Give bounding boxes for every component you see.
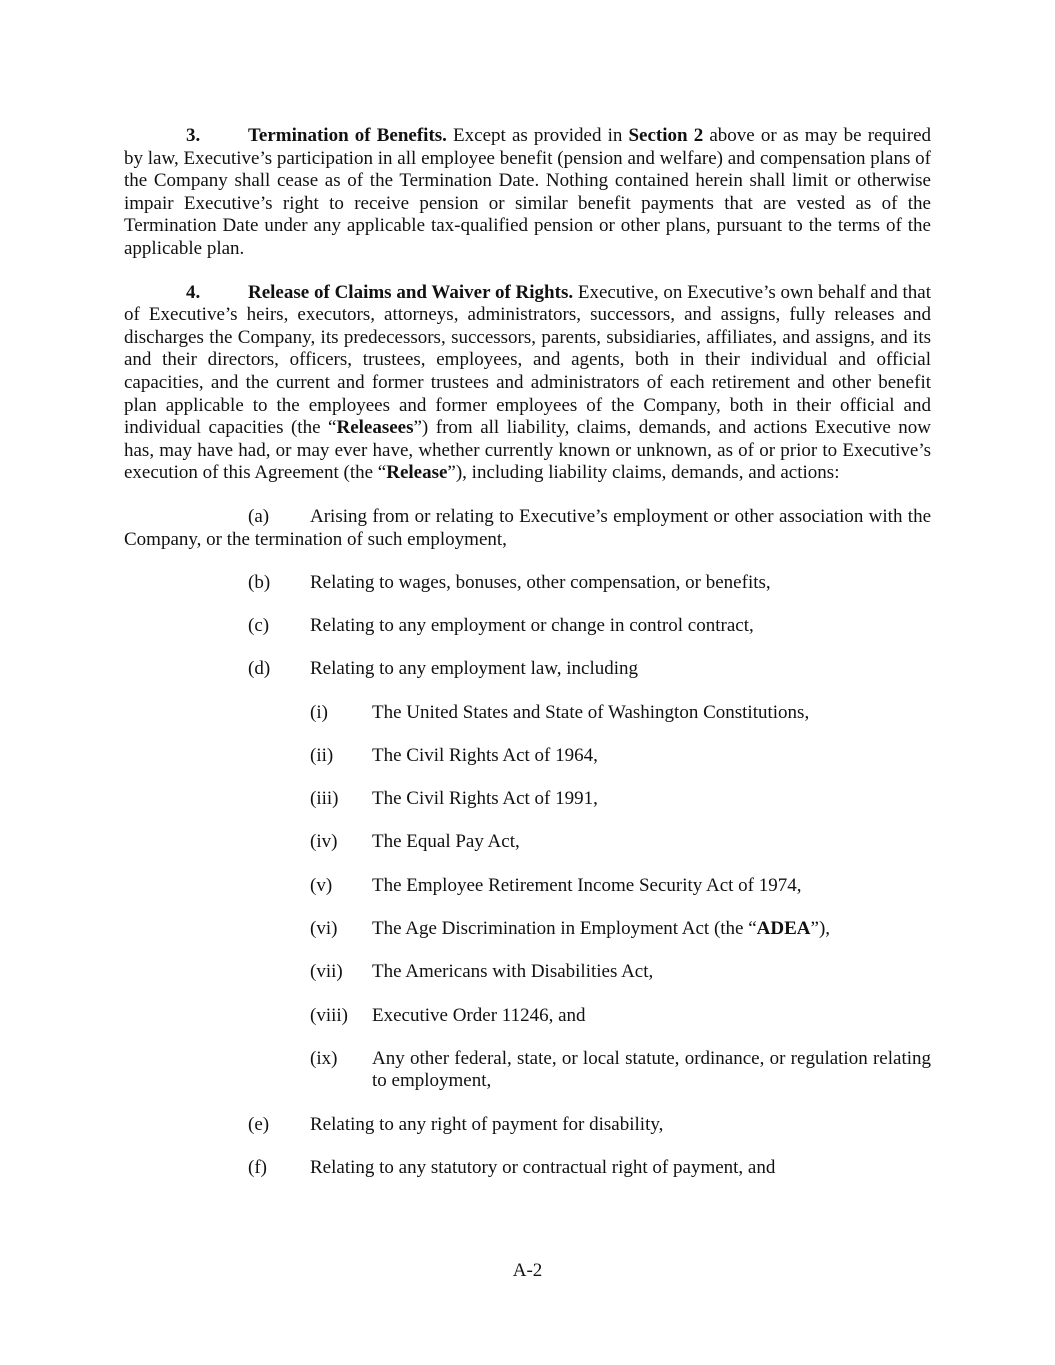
page-number: A-2: [512, 1260, 543, 1281]
clause-d: [124, 658, 931, 681]
subclause-viii-text: Executive Order 11246, and: [372, 1004, 586, 1026]
subclause-vii-label: (vii): [310, 961, 343, 983]
subclause-ii: [124, 745, 931, 768]
clause-c-label: (c): [248, 615, 270, 637]
subclause-viii: [124, 1005, 931, 1028]
section-3-text-pre: Except as provided in: [446, 125, 629, 146]
clause-d-label: (d): [248, 658, 271, 680]
section-3-number: 3.: [186, 125, 201, 146]
section-4-number: 4.: [186, 281, 201, 303]
adea-term: ADEA: [756, 918, 811, 940]
section-3-title: Termination of Benefits.: [248, 125, 447, 146]
section-4-text-3: ”), including liability claims, demands, and actions:: [447, 462, 840, 484]
subclause-vii: [124, 961, 931, 984]
subclause-vi: [124, 918, 931, 941]
clause-b: [124, 572, 931, 595]
clause-f: [124, 1157, 931, 1180]
release-term: Release: [386, 462, 448, 484]
subclause-v-label: (v): [310, 874, 333, 896]
subclause-ii-label: (ii): [310, 744, 334, 766]
subclause-i-label: (i): [310, 701, 328, 723]
subclause-ii-text: The Civil Rights Act of 1964,: [372, 744, 598, 766]
clause-e-label: (e): [248, 1113, 270, 1135]
section-2-reference: Section 2: [628, 125, 704, 146]
subclause-i: [124, 702, 931, 725]
subclause-vi-label: (vi): [310, 918, 338, 940]
document-body: [124, 125, 931, 1180]
subclause-ix-label: (ix): [310, 1047, 338, 1069]
section-4-title: Release of Claims and Waiver of Rights.: [248, 281, 574, 303]
subclause-viii-label: (viii): [310, 1004, 348, 1026]
clause-a-text: Arising from or relating to Executive’s employment or other association with the Company, or the termination of such employment,: [124, 505, 931, 550]
clause-b-text: Relating to wages, bonuses, other compensation, or benefits,: [310, 571, 771, 593]
clause-d-text: Relating to any employment law, including: [310, 658, 639, 680]
clause-c: [124, 615, 931, 638]
clause-f-text: Relating to any statutory or contractual right of payment, and: [310, 1157, 776, 1179]
subclause-ix-text: Any other federal, state, or local statute, ordinance, or regulation relating to employment,: [372, 1047, 931, 1092]
subclause-vi-text-post: ”),: [810, 918, 831, 940]
clause-e: [124, 1114, 931, 1137]
clause-e-text: Relating to any right of payment for disability,: [310, 1113, 664, 1135]
section-4-paragraph: [124, 282, 931, 485]
clause-a: [124, 506, 931, 551]
subclause-iii-label: (iii): [310, 788, 339, 810]
subclause-iv: [124, 831, 931, 854]
section-4-text-2: ”) from all liability, claims, demands, and actions Executive now has, may have had, or may ever have, whether currently known or unknown, as of or prior to Executive’s execution of this Agreement (the “: [124, 417, 931, 484]
subclause-iv-label: (iv): [310, 831, 338, 853]
clause-a-label: (a): [248, 505, 270, 527]
subclause-iii-text: The Civil Rights Act of 1991,: [372, 788, 598, 810]
subclause-iv-text: The Equal Pay Act,: [372, 831, 520, 853]
clause-b-label: (b): [248, 571, 271, 593]
clause-c-text: Relating to any employment or change in control contract,: [310, 615, 754, 637]
subclause-v-text: The Employee Retirement Income Security Act of 1974,: [372, 874, 802, 896]
subclause-i-text: The United States and State of Washington Constitutions,: [372, 701, 810, 723]
section-3-text-post: above or as may be required by law, Executive’s participation in all employee benefit (pension and welfare) and compensation plans of the Company shall cease as of the Termination Date. Nothing contained herein shall limit or otherwise impair Executive’s right to receive pension or similar benefit payments that are vested as of the Termination Date under any applicable tax-qualified pension or other plans, pursuant to the terms of the applicable plan.: [124, 125, 931, 259]
subclause-v: [124, 875, 931, 898]
section-3-paragraph: [124, 125, 931, 261]
releasees-term: Releasees: [336, 417, 414, 439]
clause-f-label: (f): [248, 1157, 267, 1179]
section-4-text-1: Executive, on Executive’s own behalf and that of Executive’s heirs, executors, attorneys, administrators, successors, and assigns, fully releases and discharges the Company, its predecessors, successors, parents, subsidiaries, affiliates, and assigns, and its and their directors, officers, trustees, employees, and agents, both in their individual and official capacities, and the current and former trustees and administrators of each retirement and other benefit plan applicable to the employees and former employees of the Company, both in their official and individual capacities (the “: [124, 281, 931, 439]
subclause-iii: [124, 788, 931, 811]
subclause-ix: [124, 1048, 931, 1093]
subclause-vii-text: The Americans with Disabilities Act,: [372, 961, 654, 983]
subclause-vi-text-pre: The Age Discrimination in Employment Act (the “: [372, 918, 757, 940]
